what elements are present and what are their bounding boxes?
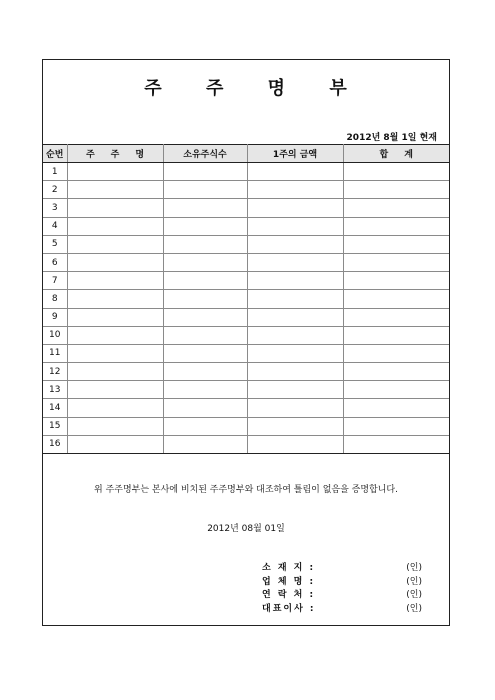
title-char: 부 xyxy=(329,78,348,99)
table-row xyxy=(43,326,449,344)
table-row xyxy=(43,163,449,181)
header-total-char: 계 xyxy=(404,150,413,160)
shares-cell[interactable] xyxy=(163,326,247,344)
row-number: 1 xyxy=(43,163,67,181)
price-cell[interactable] xyxy=(247,272,343,290)
table-row xyxy=(43,235,449,253)
shares-cell[interactable] xyxy=(163,435,247,453)
holder-cell[interactable] xyxy=(67,181,163,199)
row-number: 9 xyxy=(43,308,67,326)
row-number: 2 xyxy=(43,181,67,199)
header-holder-char: 명 xyxy=(135,150,145,160)
shares-cell[interactable] xyxy=(163,381,247,399)
holder-cell[interactable] xyxy=(67,399,163,417)
shareholder-table xyxy=(43,144,449,454)
total-cell[interactable] xyxy=(343,308,449,326)
signature-label: 업 체 명 : xyxy=(262,576,316,587)
price-cell[interactable] xyxy=(247,399,343,417)
total-cell[interactable] xyxy=(343,435,449,453)
holder-cell[interactable] xyxy=(67,363,163,381)
holder-cell[interactable] xyxy=(67,381,163,399)
title-char: 주 xyxy=(205,78,225,99)
holder-cell[interactable] xyxy=(67,290,163,308)
row-number: 14 xyxy=(43,399,67,417)
shares-cell[interactable] xyxy=(163,199,247,217)
signature-row xyxy=(262,560,422,574)
certification-statement: 위 주주명부는 본사에 비치된 주주명부와 대조하여 틀림이 없음을 증명합니다. xyxy=(94,485,398,495)
header-no: 순번 xyxy=(43,145,67,163)
holder-cell[interactable] xyxy=(67,235,163,253)
total-cell[interactable] xyxy=(343,344,449,362)
shares-cell[interactable] xyxy=(163,308,247,326)
seal-mark: (인) xyxy=(406,563,422,573)
price-cell[interactable] xyxy=(247,435,343,453)
signature-block xyxy=(262,560,422,614)
price-cell[interactable] xyxy=(247,217,343,235)
table-row xyxy=(43,417,449,435)
price-cell[interactable] xyxy=(247,363,343,381)
price-cell[interactable] xyxy=(247,199,343,217)
seal-mark: (인) xyxy=(406,590,422,600)
shares-cell[interactable] xyxy=(163,235,247,253)
row-number: 13 xyxy=(43,381,67,399)
price-cell[interactable] xyxy=(247,326,343,344)
table-row xyxy=(43,272,449,290)
total-cell[interactable] xyxy=(343,326,449,344)
header-holder xyxy=(67,145,163,163)
table-row xyxy=(43,381,449,399)
table-row xyxy=(43,199,449,217)
holder-cell[interactable] xyxy=(67,253,163,271)
table-row xyxy=(43,290,449,308)
header-total xyxy=(343,145,449,163)
total-cell[interactable] xyxy=(343,363,449,381)
holder-cell[interactable] xyxy=(67,435,163,453)
row-number: 7 xyxy=(43,272,67,290)
shares-cell[interactable] xyxy=(163,417,247,435)
table-row xyxy=(43,308,449,326)
table-row xyxy=(43,217,449,235)
holder-cell[interactable] xyxy=(67,199,163,217)
seal-mark: (인) xyxy=(406,576,422,587)
title-char: 주 xyxy=(144,78,163,99)
document-title xyxy=(43,74,449,100)
total-cell[interactable] xyxy=(343,253,449,271)
holder-cell[interactable] xyxy=(67,308,163,326)
price-cell[interactable] xyxy=(247,181,343,199)
total-cell[interactable] xyxy=(343,417,449,435)
holder-cell[interactable] xyxy=(67,272,163,290)
header-total-char: 합 xyxy=(379,150,389,160)
total-cell[interactable] xyxy=(343,199,449,217)
row-number: 4 xyxy=(43,217,67,235)
header-holder-char: 주 xyxy=(85,150,95,160)
row-number: 3 xyxy=(43,199,67,217)
price-cell[interactable] xyxy=(247,417,343,435)
price-cell[interactable] xyxy=(247,381,343,399)
row-number: 16 xyxy=(43,435,67,453)
signature-label: 연 락 처 : xyxy=(262,590,316,600)
row-number: 8 xyxy=(43,290,67,308)
shares-cell[interactable] xyxy=(163,363,247,381)
price-cell[interactable] xyxy=(247,290,343,308)
row-number: 15 xyxy=(43,417,67,435)
shares-cell[interactable] xyxy=(163,217,247,235)
table-row xyxy=(43,181,449,199)
holder-cell[interactable] xyxy=(67,217,163,235)
shares-cell[interactable] xyxy=(163,163,247,181)
row-number: 5 xyxy=(43,235,67,253)
row-number: 6 xyxy=(43,253,67,271)
title-char: 명 xyxy=(267,78,287,99)
price-cell[interactable] xyxy=(247,344,343,362)
total-cell[interactable] xyxy=(343,399,449,417)
price-cell[interactable] xyxy=(247,308,343,326)
price-cell[interactable] xyxy=(247,163,343,181)
price-cell[interactable] xyxy=(247,253,343,271)
shares-cell[interactable] xyxy=(163,253,247,271)
seal-mark: (인) xyxy=(406,603,422,614)
signature-label: 대표이사 : xyxy=(262,603,316,614)
holder-cell[interactable] xyxy=(67,344,163,362)
total-cell[interactable] xyxy=(343,181,449,199)
table-row xyxy=(43,363,449,381)
header-shares: 소유주식수 xyxy=(163,145,247,163)
row-number: 10 xyxy=(43,326,67,344)
signature-row xyxy=(262,574,422,588)
holder-cell[interactable] xyxy=(67,163,163,181)
total-cell[interactable] xyxy=(343,381,449,399)
certification-date: 2012년 08월 01일 xyxy=(207,524,285,534)
shares-cell[interactable] xyxy=(163,272,247,290)
holder-cell[interactable] xyxy=(67,326,163,344)
document-frame xyxy=(42,59,450,626)
table-row xyxy=(43,253,449,271)
total-cell[interactable] xyxy=(343,290,449,308)
shares-cell[interactable] xyxy=(163,344,247,362)
signature-row xyxy=(262,601,422,615)
signature-label: 소 재 지 : xyxy=(262,563,316,573)
price-cell[interactable] xyxy=(247,235,343,253)
table-row xyxy=(43,399,449,417)
total-cell[interactable] xyxy=(343,235,449,253)
shares-cell[interactable] xyxy=(163,290,247,308)
table-row xyxy=(43,435,449,453)
header-price: 1주의 금액 xyxy=(247,145,343,163)
header-holder-char: 주 xyxy=(110,150,120,160)
signature-row xyxy=(262,587,422,601)
table-row xyxy=(43,344,449,362)
row-number: 11 xyxy=(43,344,67,362)
as-of-date: 2012년 8월 1일 현재 xyxy=(346,133,437,143)
holder-cell[interactable] xyxy=(67,417,163,435)
shares-cell[interactable] xyxy=(163,181,247,199)
total-cell[interactable] xyxy=(343,272,449,290)
total-cell[interactable] xyxy=(343,163,449,181)
total-cell[interactable] xyxy=(343,217,449,235)
table-header-row xyxy=(43,145,449,163)
shares-cell[interactable] xyxy=(163,399,247,417)
row-number: 12 xyxy=(43,363,67,381)
